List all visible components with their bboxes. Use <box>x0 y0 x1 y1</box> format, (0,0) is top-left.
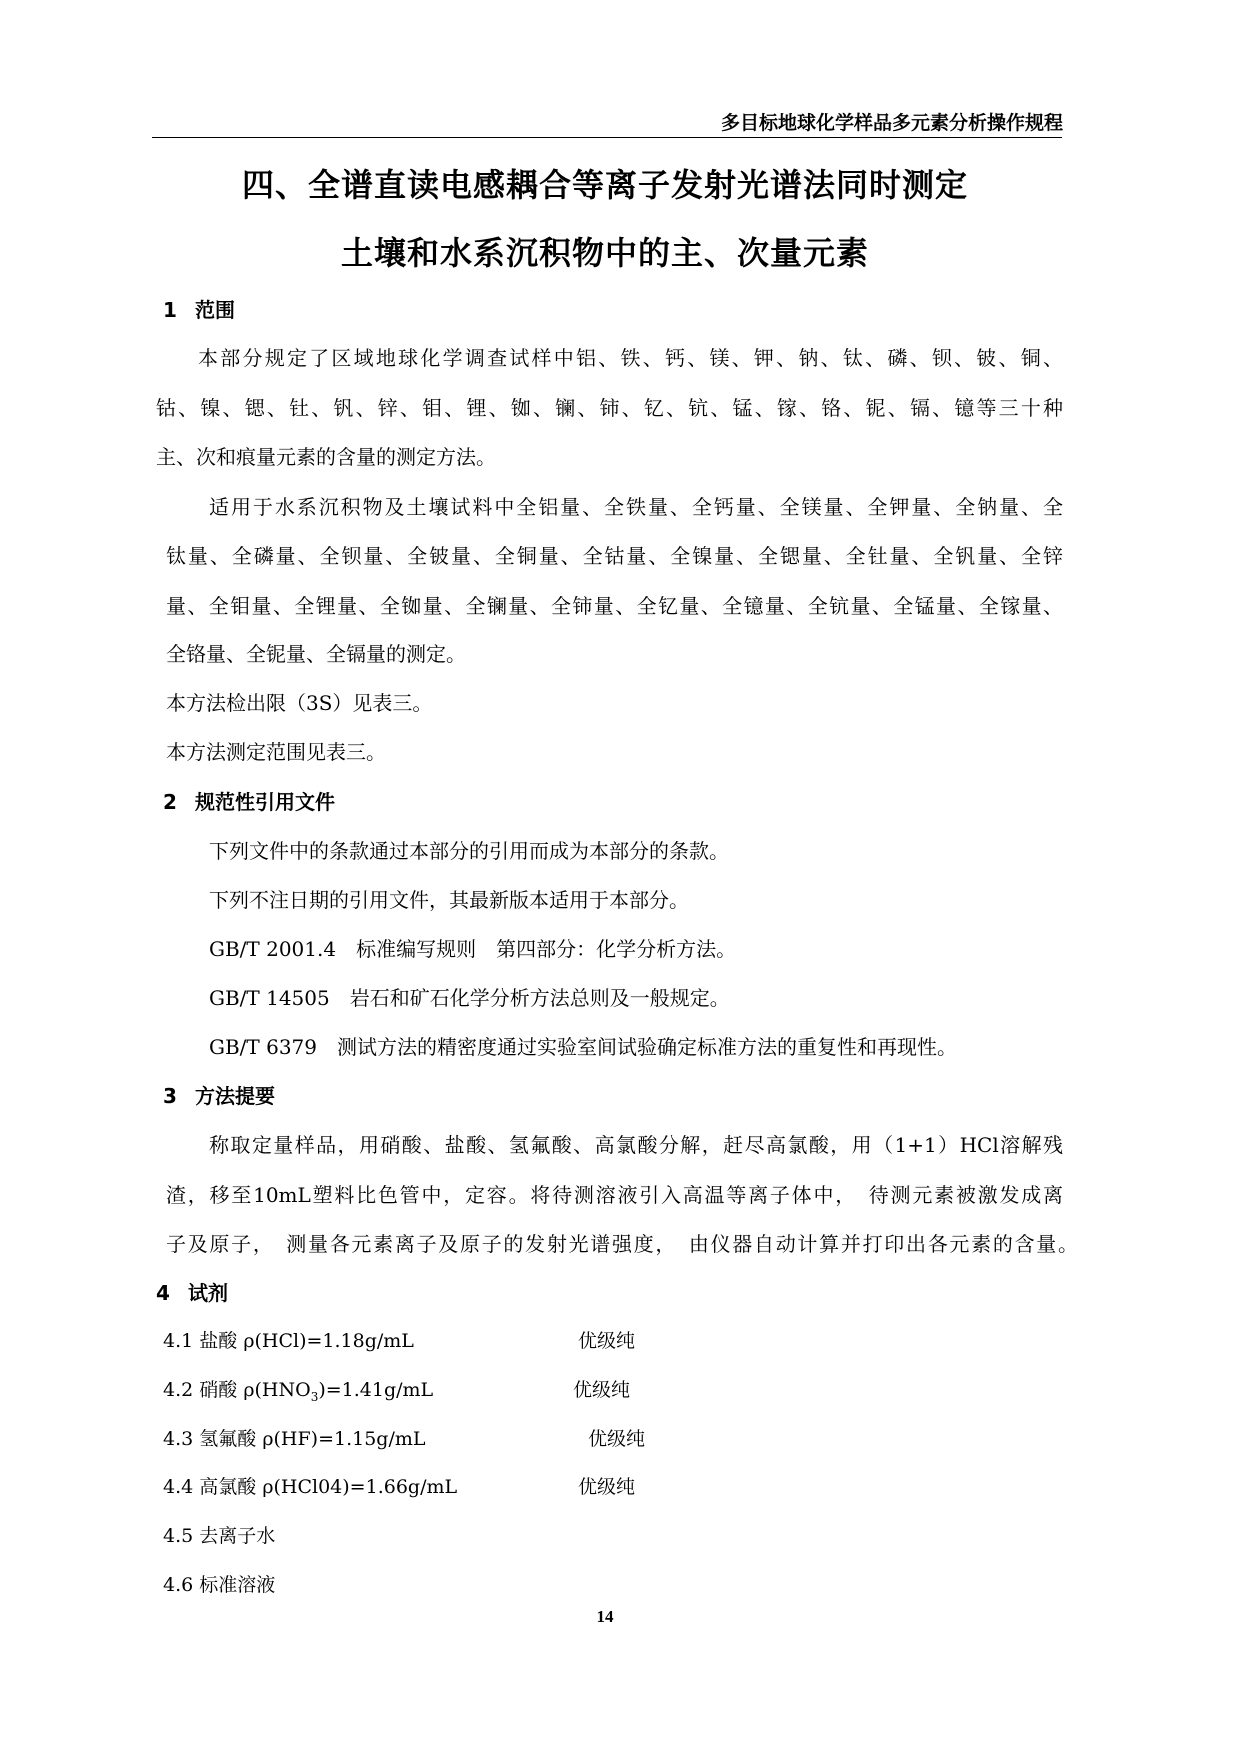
reagent-name: 硝酸 <box>199 1379 238 1401</box>
section-number: 3 <box>163 1084 177 1108</box>
section-heading-references <box>163 786 335 815</box>
scope-paragraph-line: 量、全钼量、全锂量、全铷量、全镧量、全铈量、全钇量、全镱量、全钪量、全锰量、全镓量、 <box>166 594 1063 618</box>
reagent-id: 4.3 <box>163 1428 194 1450</box>
section-heading-scope <box>163 294 235 323</box>
running-header: 多目标地球化学样品多元素分析操作规程 <box>720 112 1063 134</box>
scope-paragraph-line: 主、次和痕量元素的含量的测定方法。 <box>156 445 496 469</box>
section-title: 方法提要 <box>195 1084 275 1108</box>
reference-item: GB/T 6379 测试方法的精密度通过实验室间试验确定标准方法的重复性和再现性。 <box>209 1035 958 1059</box>
reference-item: GB/T 14505 岩石和矿石化学分析方法总则及一般规定。 <box>209 986 730 1010</box>
section-title: 规范性引用文件 <box>195 790 335 814</box>
section-heading-reagents <box>156 1277 228 1306</box>
section-title: 范围 <box>195 298 235 322</box>
reagent-row <box>163 1424 646 1451</box>
section-number: 4 <box>156 1281 170 1305</box>
method-paragraph-line: 渣，移至10mL塑料比色管中，定容。将待测溶液引入高温等离子体中， 待测元素被激发成离 <box>166 1183 1063 1207</box>
reagent-grade: 优级纯 <box>588 1428 646 1450</box>
reagent-id: 4.6 <box>163 1574 194 1596</box>
reagent-grade: 优级纯 <box>578 1330 636 1352</box>
page-number: 14 <box>596 1607 614 1626</box>
reference-item: GB/T 2001.4 标准编写规则 第四部分：化学分析方法。 <box>209 937 737 961</box>
reagent-row <box>163 1472 636 1499</box>
scope-paragraph-line: 本方法测定范围见表三。 <box>166 740 386 764</box>
reagent-formula: ρ(HCl04)=1.66g/mL <box>262 1476 458 1498</box>
scope-paragraph-line: 适用于水系沉积物及土壤试料中全铝量、全铁量、全钙量、全镁量、全钾量、全钠量、全 <box>209 495 1063 519</box>
reagent-row <box>163 1326 636 1353</box>
reagent-grade: 优级纯 <box>573 1379 631 1401</box>
reagent-id: 4.5 <box>163 1525 194 1547</box>
section-title: 试剂 <box>188 1281 228 1305</box>
scope-paragraph-line: 钛量、全磷量、全钡量、全铍量、全铜量、全钴量、全镍量、全锶量、全钍量、全钒量、全锌 <box>166 544 1063 568</box>
section-number: 1 <box>163 298 177 322</box>
reagent-formula: ρ(HF)=1.15g/mL <box>262 1428 426 1450</box>
scope-paragraph-line: 本部分规定了区域地球化学调查试样中铝、铁、钙、镁、钾、钠、钛、磷、钡、铍、铜、 <box>198 346 1063 370</box>
method-paragraph-line: 子及原子， 测量各元素离子及原子的发射光谱强度， 由仪器自动计算并打印出各元素的含量。 <box>166 1232 1078 1256</box>
document-title-line-2: 土壤和水系沉积物中的主、次量元素 <box>340 234 869 272</box>
reagent-name: 氢氟酸 <box>199 1428 257 1450</box>
section-heading-method-summary <box>163 1080 275 1109</box>
method-paragraph-line: 称取定量样品，用硝酸、盐酸、氢氟酸、高氯酸分解，赶尽高氯酸，用（1+1）HCl溶解残 <box>209 1133 1063 1157</box>
reagent-name: 标准溶液 <box>199 1574 276 1596</box>
reagent-id: 4.2 <box>163 1379 194 1401</box>
document-title-line-1: 四、全谱直读电感耦合等离子发射光谱法同时测定 <box>241 166 968 204</box>
scope-paragraph-line: 本方法检出限（3S）见表三。 <box>166 691 433 715</box>
reagent-row <box>163 1570 275 1597</box>
reagent-grade: 优级纯 <box>578 1476 636 1498</box>
reagent-id: 4.4 <box>163 1476 194 1498</box>
section-number: 2 <box>163 790 177 814</box>
reagent-formula: $\rho(HNO_3)=1.41g/mL$ <box>243 1379 434 1404</box>
scope-paragraph-line: 全铬量、全铌量、全镉量的测定。 <box>166 642 466 666</box>
reagent-name: 去离子水 <box>199 1525 276 1547</box>
references-paragraph-line: 下列文件中的条款通过本部分的引用而成为本部分的条款。 <box>209 839 729 863</box>
reagent-name: 盐酸 <box>199 1330 238 1352</box>
header-rule <box>152 137 1062 138</box>
references-paragraph-line: 下列不注日期的引用文件，其最新版本适用于本部分。 <box>209 888 689 912</box>
reagent-row <box>163 1521 275 1548</box>
reagent-id: 4.1 <box>163 1330 194 1352</box>
reagent-name: 高氯酸 <box>199 1476 257 1498</box>
reagent-formula: ρ(HCl)=1.18g/mL <box>243 1330 414 1352</box>
reagent-row <box>163 1375 631 1404</box>
scope-paragraph-line: 钴、镍、锶、钍、钒、锌、钼、锂、铷、镧、铈、钇、钪、锰、镓、铬、铌、镉、镱等三十种 <box>156 396 1063 420</box>
